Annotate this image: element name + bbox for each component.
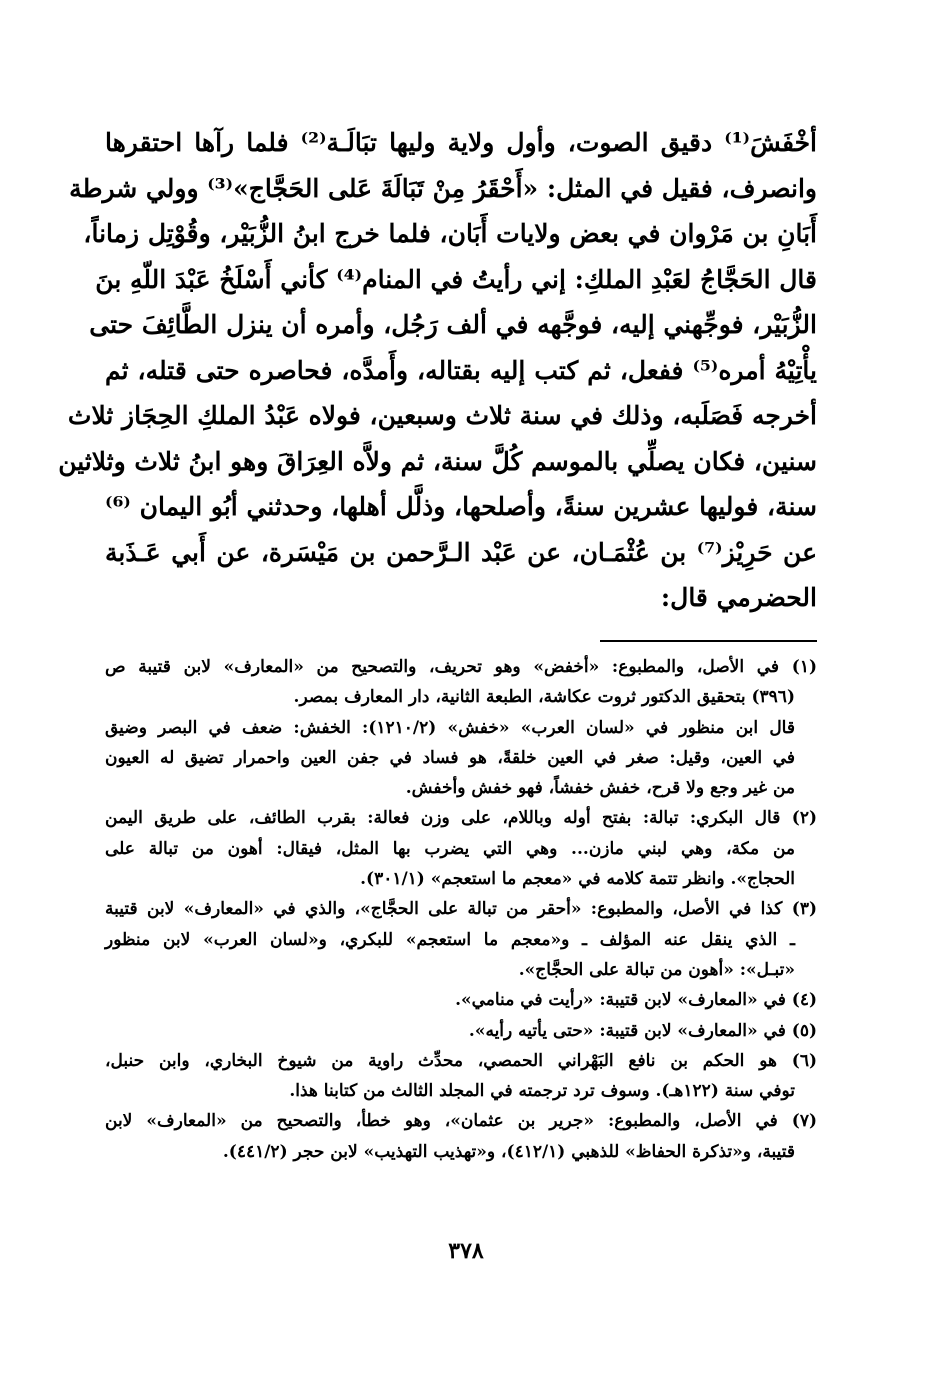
footnote-line: من غير وجع ولا قرح، خفش خفشاً، فهو خفش وأخفش. — [405, 778, 795, 799]
footnote-line: ـ الذي ينقل عنه المؤلف ـ و«معجم ما استعجم» للبكري، و«لسان العرب» لابن منظور — [105, 929, 795, 950]
footnote-line: (١) في الأصل، والمطبوع: «أخفض» وهو تحريف، والتصحيح من «المعارف» لابن قتيبة ص — [105, 657, 817, 677]
footnote — [105, 1046, 817, 1107]
footnote — [105, 985, 817, 1015]
footnote-line: (٣) كذا في الأصل، والمطبوع: «أحقر من تبالة على الحجَّاج»، والذي في «المعارف» لابن قتيبة — [105, 899, 817, 920]
page-number: ٣٧٨ — [448, 1238, 484, 1264]
footnote-line: «تبـل»: «أهون من تبالة على الحجَّاج». — [518, 959, 795, 980]
footnote-line: (٧) في الأصل، والمطبوع: «جرير بن عثمان»، وهو خطأ، والتصحيح من «المعارف» لابن — [105, 1111, 817, 1132]
footnote-line: (٦) هو الحكم بن نافع البَهْراني الحمصي، محدِّث راوية من شيوخ البخاري، وابن حنبل، — [105, 1050, 817, 1071]
footnote — [105, 1106, 817, 1167]
footnote-line: قتيبة، و«تذكرة الحفاظ» للذهبي (٤١٢/١)، و«تهذيب التهذيب» لابن حجر (٤٤١/٢). — [222, 1141, 795, 1162]
footnote-line: من مكة، وهي لبني مازن... وهي التي يضرب بها المثل، فيقال: أهون من تبالة على — [105, 838, 795, 859]
main-text — [58, 120, 818, 621]
footnote-line: (٣٩٦) بتحقيق الدكتور ثروت عكاشة، الطبعة الثانية، دار المعارف بمصر. — [293, 687, 795, 708]
main-text-line: أخْفَشَ⁽¹⁾ دقيق الصوت، وأول ولاية وليها تبَالَـة⁽²⁾ فلما رآها احتقرها — [105, 128, 818, 157]
footnote-separator — [600, 640, 817, 642]
footnote-line: قال ابن منظور في «لسان العرب» «خفش» (١٢١٠/٢): الخفش: ضعف في البصر وضيق — [105, 717, 795, 738]
main-text-line: عن حَرِيْز⁽⁷⁾ بن عُثْمَـان، عن عَبْد الـرَّحمن بن مَيْسَرة، عن أَبي عَـذَبة — [105, 537, 817, 567]
footnote — [105, 803, 817, 894]
main-text-line: سنين، فكان يصلِّي بالموسم كُلَّ سنة، ثم ولاَّه العِرَاقَ وهو ابنُ ثلاث وثلاثين — [58, 446, 817, 476]
footnote-line: في العين، وقيل: صغر في العين خلقةً، هو فساد في جفن العين واحمرار تضيق له العيون — [105, 747, 795, 768]
footnotes — [105, 652, 817, 1167]
footnote — [105, 713, 817, 804]
main-text-line: أخرجه فَصَلَبه، وذلك في سنة ثلاث وسبعين، فولاه عَبْدُ الملكِ الحِجَاز ثلاث — [67, 401, 817, 430]
footnote-line: (٤) في «المعارف» لابن قتيبة: «رأيت في منامي». — [455, 990, 817, 1011]
footnote-line: (٢) قال البكري: تبالة: بفتح أوله وباللام، على وزن فعالة: بقرب الطائف، على طريق اليمن — [105, 808, 817, 829]
main-text-line: يأْتِيْهُ أمره⁽⁵⁾ ففعل، ثم كتب إليه بقتاله، وأَمدَّه، فحاصره حتى قتله، ثم — [105, 355, 817, 385]
main-text-line: قال الحَجَّاجُ لعَبْدِ الملكِ: إني رأيتُ في المنام⁽⁴⁾ كأني أَسْلَخُ عَبْدَ اللّهِ بنَ — [95, 264, 817, 294]
main-text-line: أَبَانِ بن مَرْوان في بعض ولايات أَبَان، فلما خرج ابنُ الزُّبَيْر، وقُوْتِل زماناً، — [83, 219, 817, 248]
footnote-line: الحجاج». وانظر تتمة كلامه في «معجم ما استعجم» (٣٠١/١). — [360, 869, 795, 890]
main-text-line: وانصرف، فقيل في المثل: «أَحْقَرُ مِنْ تَبَالَةَ عَلى الحَجَّاج»⁽³⁾ وولي شرطة — [69, 173, 817, 203]
main-text-line: سنة، فوليها عشرين سنةً، وأصلحها، وذلَّل أهلها، وحدثني أبُو اليمان ⁽⁶⁾ — [105, 492, 817, 521]
footnote-line: توفي سنة (١٢٢هـ). وسوف ترد ترجمته في المجلد الثالث من كتابنا هذا. — [289, 1081, 795, 1102]
footnote — [105, 894, 817, 985]
footnote — [105, 652, 817, 713]
main-text-line: الزُّبَيْر، فوجِّهني إليه، فوجَّهه في ألف رَجُل، وأمره أن ينزل الطَّائِفَ حتى — [89, 310, 817, 339]
footnote-line: (٥) في «المعارف» لابن قتيبة: «حتى يأتيه رأيه». — [468, 1020, 817, 1041]
main-text-line: الحضرمي قال: — [660, 583, 817, 612]
footnote — [105, 1016, 817, 1046]
